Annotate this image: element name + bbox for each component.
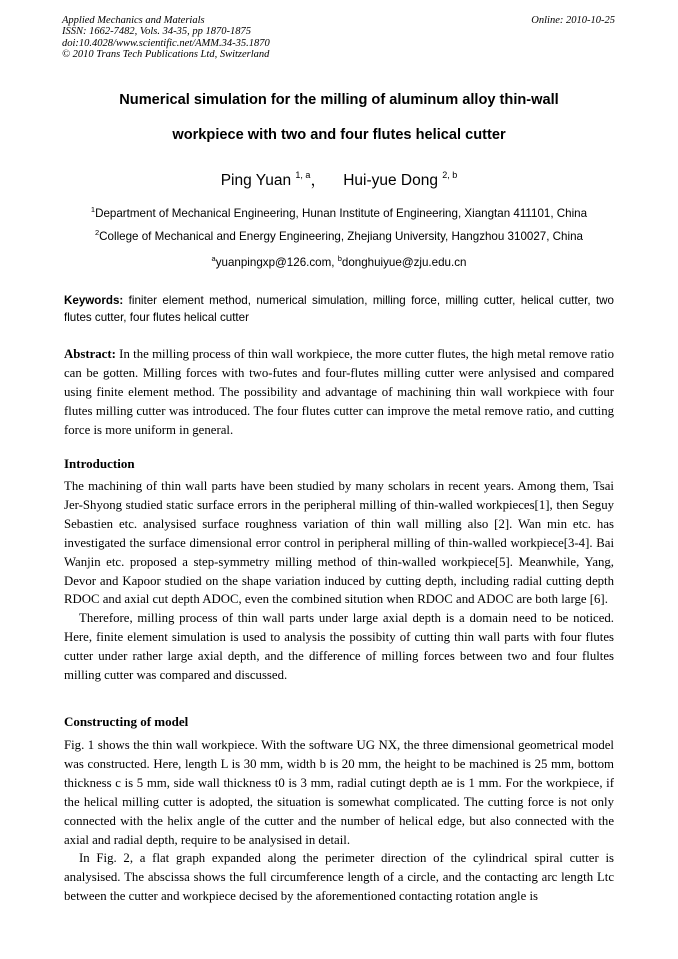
author-name: Ping Yuan [220,172,292,189]
paragraph: In Fig. 2, a flat graph expanded along the perimeter direction of the cylindrical spiral cutter is analysised. The abscissa shows the full circumference length of a circle, and the contacting arc length Ltc between the cutter and workpiece decised by the aforementioned contacting rotation angle is [64,851,614,904]
author-affil-sup: 1, a [295,170,311,180]
paper-title-line1: Numerical simulation for the milling of aluminum alloy thin-wall [119,92,559,108]
paragraph: Fig. 1 shows the thin wall workpiece. With the software UG NX, the three dimensional geometrical model was constructed. Here, length L is 30 mm, width b is 20 mm, the height to be machined is 25 mm, bottom thickness c is 5 mm, side wall thickness t0 is 3 mm, radial cutingt depth ae is 1 mm. For the workpiece, if the helical milling cutter is adopted, the situation is somewhat complicated. The cutting force is not only connected with the helix angle of the cutter and the number of helical edge, but also connected with the axial and radial depth, require to be analysised in detail. [64,738,614,847]
introduction-body [64,477,614,685]
keywords-text: finiter element method, numerical simulation, milling force, milling cutter, helical cutter, two flutes cutter, four flutes helical cutter [64,294,614,324]
author-name: Hui-yue Dong [343,172,438,189]
affiliation-1 [0,205,678,220]
journal-copyright: © 2010 Trans Tech Publications Ltd, Switzerland [62,48,270,60]
section-heading-introduction: Introduction [64,456,135,471]
keywords [64,292,614,326]
affil-number: 1 [90,205,96,214]
affil-number: 2 [95,228,100,237]
paragraph: Therefore, milling process of thin wall parts under large axial depth is a domain need to be noticed. Here, finite element simulation is used to analysis the possibity of cutting thin wall parts with four flutes cutter under rather large axial depth, and the difference of milling forces between two and four flultes milling cutter was compared and discussed. [64,611,614,683]
journal-issn: ISSN: 1662-7482, Vols. 34-35, pp 1870-1875 [62,26,251,38]
abstract [64,345,614,440]
affiliation-2 [0,228,678,243]
abstract-text: In the milling process of thin wall workpiece, the more cutter flutes, the high metal remove ratio can be gotten. Milling forces with two-futes and four-flutes milling cutter were anlysised and compared using finite element method. The possibility and advantage of machining thin wall workpiece with four flutes milling cutter was introduced. The four flutes cutter can improve the metal remove ratio, and cutting force is more uniform in general. [64,347,614,437]
email-b: donghuiyue@zju.edu.cn [341,256,467,269]
affil-text: College of Mechanical and Energy Engineering, Zhejiang University, Hangzhou 310027, China [99,230,583,243]
model-body [64,736,614,906]
section-heading-model: Constructing of model [64,714,189,729]
abstract-label: Abstract: [64,347,116,361]
email-sup: a [211,254,216,263]
online-date: Online: 2010-10-25 [531,15,615,26]
journal-doi: doi:10.4028/www.scientific.net/AMM.34-35.1870 [62,37,270,49]
author-affil-sup: 2, b [442,170,458,180]
paper-title-line2: workpiece with two and four flutes helical cutter [172,127,506,143]
affil-text: Department of Mechanical Engineering, Hunan Institute of Engineering, Xiangtan 411101, China [95,207,588,220]
keywords-label: Keywords: [64,294,124,307]
author-separator: ， [310,172,326,189]
journal-header [62,15,270,60]
journal-name: Applied Mechanics and Materials [62,15,205,26]
email-line [0,254,678,269]
paragraph: The machining of thin wall parts have been studied by many scholars in recent years. Among them, Tsai Jer-Shyong studied static surface errors in the peripheral milling of thin-walled workpieces[1], then Seguy Sebastien etc. analysised surface roughness variation of thin wall milling also [2]. Wan min etc. has investigated the surface dimensional error control in peripheral milling of thin-walled workpiece[3-4]. Bai Wanjin etc. proposed a step-symmetry milling method of thin-walled workpiece[5]. Meanwhile, Yang, Devor and Kapoor studied on the shape variation induced by cutting depth, including radial cutting depth RDOC and axial cut depth ADOC, even the combined sitution when RDOC and ADOC are both large [6]. [64,479,614,607]
email-a: yuanpingxp@126.com, [215,256,338,269]
email-sup: b [337,254,342,263]
author-list [0,168,678,190]
